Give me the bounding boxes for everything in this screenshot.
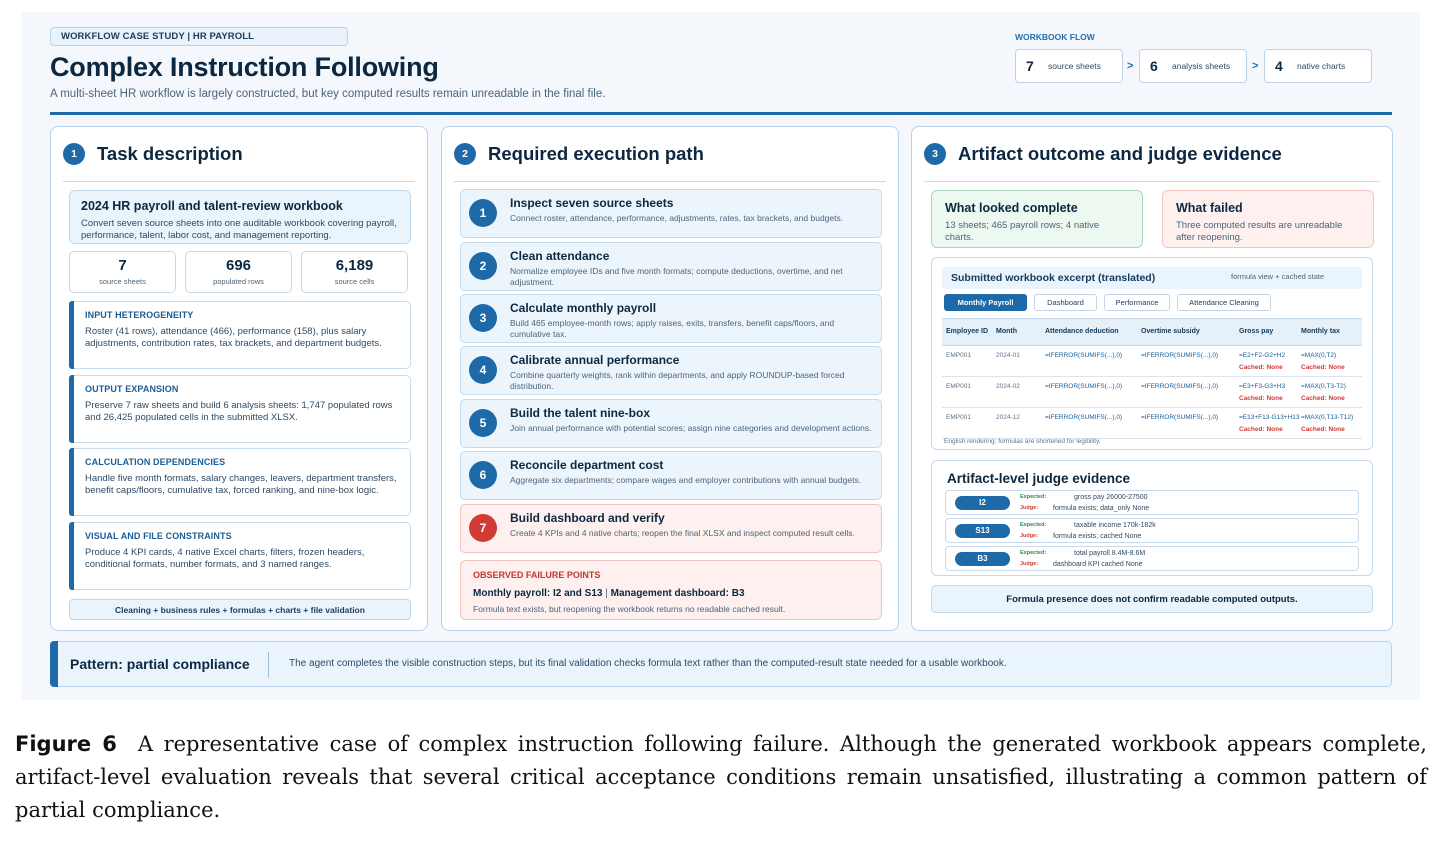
caption-label: Figure 6 [15, 732, 117, 756]
stat-label: populated rows [213, 277, 264, 286]
artifact-footer: Formula presence does not confirm readable computed outputs. [931, 585, 1373, 613]
column-header-cell: Employee ID [946, 328, 989, 335]
outcome-title: What failed [1176, 201, 1243, 215]
cell-tax-cached: Cached: None [1301, 364, 1345, 371]
flow-box-charts [1264, 49, 1372, 83]
step-desc: Aggregate six departments; compare wages and employer contributions with annual budgets. [510, 475, 862, 485]
judge-label: Judge: [1020, 505, 1039, 511]
cell-gross-formula: =E3+F3-G3+H3 [1239, 383, 1286, 390]
caption-text: A representative case of complex instruction following failure. Although the generated workbook appears complete, artifact-level evaluation reveals that several critical acceptance conditions remain unsatisfied, illustrating a common pattern of partial compliance. [15, 732, 1427, 822]
column-divider [63, 181, 415, 182]
step-desc: Create 4 KPIs and 4 native charts; reopen the final XLSX and inspect computed result cells. [510, 528, 855, 538]
execution-path-column [441, 126, 899, 631]
requirement-card [69, 375, 411, 443]
column-number-badge: 3 [924, 143, 946, 165]
stat-label: source sheets [99, 277, 146, 286]
requirement-desc: Roster (41 rows), attendance (466), performance (158), plus salary adjustments, contribution rates, tax brackets, and department budgets. [85, 326, 382, 349]
step-number: 7 [469, 514, 497, 542]
execution-step-failed [460, 504, 882, 553]
step-number: 1 [469, 199, 497, 227]
outcome-desc: Three computed results are unreadable after reopening. [1176, 220, 1343, 243]
failure-separator: | [605, 588, 608, 599]
judge-title: Artifact-level judge evidence [947, 471, 1131, 486]
figure-title: Complex Instruction Following [50, 52, 439, 82]
execution-step [460, 451, 882, 500]
figure-panel [22, 12, 1420, 700]
column-divider [454, 181, 886, 182]
cell-month: 2024-01 [996, 352, 1020, 359]
artifact-outcome-column [911, 126, 1393, 631]
failure-desc: Formula text exists, but reopening the workbook returns no readable cached result. [473, 604, 786, 614]
expected-value: gross pay 26000-27500 [1074, 494, 1148, 501]
stat-label: source cells [334, 277, 375, 286]
column-header [63, 143, 243, 165]
flow-count: 6 [1150, 58, 1158, 74]
step-number: 2 [469, 252, 497, 280]
column-header-cell: Overtime subsidy [1141, 328, 1200, 335]
column-header-cell: Monthly tax [1301, 328, 1340, 335]
cell-gross-formula: =E2+F2-G2+H2 [1239, 352, 1286, 359]
excerpt-title: Submitted workbook excerpt (translated) [951, 272, 1156, 284]
requirement-card [69, 448, 411, 516]
failure-points-card [460, 560, 882, 620]
column-header [924, 143, 1282, 165]
cell-ref-badge: S13 [955, 524, 1010, 538]
execution-step [460, 242, 882, 291]
workbook-excerpt [931, 257, 1373, 450]
step-desc: Connect roster, attendance, performance, adjustments, rates, tax brackets, and budgets. [510, 213, 844, 223]
column-number-badge: 2 [454, 143, 476, 165]
cell-ref-badge: I2 [955, 496, 1010, 510]
step-desc: Combine quarterly weights, rank within departments, and apply ROUNDUP-based forced distribution. [510, 370, 845, 391]
judge-row [945, 490, 1359, 515]
stat-value: 7 [118, 257, 127, 274]
execution-step [460, 399, 882, 448]
flow-text: native charts [1297, 61, 1346, 71]
column-title: Required execution path [488, 143, 704, 164]
pattern-desc: The agent completes the visible construction steps, but its final validation checks formula text rather than the computed-result state needed for a usable workbook. [289, 658, 1007, 669]
pattern-bar [50, 641, 1392, 687]
step-number: 4 [469, 356, 497, 384]
stat-card [69, 251, 176, 293]
step-desc: Join annual performance with potential scores; assign nine categories and development actions. [510, 423, 872, 433]
judge-value: dashboard KPI cached None [1053, 561, 1143, 568]
cell-tax-cached: Cached: None [1301, 395, 1345, 402]
flow-text: source sheets [1048, 61, 1101, 71]
column-header-cell: Month [996, 328, 1017, 335]
tab-dashboard[interactable]: Dashboard [1034, 294, 1097, 311]
cell-gross-cached: Cached: None [1239, 364, 1283, 371]
failure-cells [473, 588, 869, 599]
excerpt-header [942, 267, 1362, 289]
cell-overtime-formula: =IFERROR(SUMIFS(...),0) [1141, 383, 1219, 390]
tab-monthly-payroll[interactable]: Monthly Payroll [944, 294, 1027, 311]
excerpt-subtitle: formula view + cached state [1231, 272, 1325, 281]
execution-step [460, 346, 882, 395]
flow-separator: > [1252, 60, 1259, 72]
expected-value: taxable income 170k-182k [1074, 522, 1156, 529]
step-title: Build dashboard and verify [510, 511, 665, 525]
flow-text: analysis sheets [1172, 61, 1231, 71]
requirement-desc: Produce 4 KPI cards, 4 native Excel charts, filters, frozen headers, conditional formats, number formats, and 3 named ranges. [85, 547, 365, 570]
tab-attendance-cleaning[interactable]: Attendance Cleaning [1177, 294, 1271, 311]
flow-box-analysis [1139, 49, 1247, 83]
requirement-desc: Handle five month formats, salary changes, leavers, department transfers, benefit caps/floors, cumulative tax, forced ranking, and nine-box logic. [85, 473, 397, 496]
column-header-cell: Gross pay [1239, 328, 1274, 335]
expected-value: total payroll 8.4M-8.6M [1074, 550, 1146, 557]
column-header-cell: Attendance deduction [1045, 328, 1119, 335]
requirement-heading: CALCULATION DEPENDENCIES [85, 457, 226, 467]
cell-overtime-formula: =IFERROR(SUMIFS(...),0) [1141, 352, 1219, 359]
tab-performance[interactable]: Performance [1104, 294, 1170, 311]
cell-gross-formula: =E13+F13-G13+H13 [1239, 414, 1300, 421]
step-desc: Normalize employee IDs and five month formats; compute deductions, overtime, and net adjustment. [510, 266, 843, 287]
case-study-tag: WORKFLOW CASE STUDY | HR PAYROLL [50, 27, 348, 46]
cell-tax-formula: =MAX(0,T13-T12) [1301, 414, 1354, 421]
flow-count: 7 [1026, 58, 1034, 74]
cell-tax-cached: Cached: None [1301, 426, 1345, 433]
cell-deduction-formula: =IFERROR(SUMIFS(...),0) [1045, 414, 1123, 421]
cell-month: 2024-02 [996, 383, 1020, 390]
figure-subtitle: A multi-sheet HR workflow is largely constructed, but key computed results remain unreadable in the final file. [50, 88, 606, 100]
outcome-desc: 13 sheets; 465 payroll rows; 4 native charts. [945, 220, 1100, 243]
failure-payroll-cells: Monthly payroll: I2 and S13 [473, 588, 603, 599]
step-title: Inspect seven source sheets [510, 196, 674, 210]
stat-value: 6,189 [335, 257, 374, 274]
step-number: 6 [469, 461, 497, 489]
failure-dashboard-cells: Management dashboard: B3 [610, 588, 745, 599]
expected-label: Expected: [1020, 550, 1047, 556]
table-header-row [942, 318, 1362, 346]
cell-tax-formula: =MAX(0,T2) [1301, 352, 1337, 359]
step-title: Build the talent nine-box [510, 406, 650, 420]
step-title: Clean attendance [510, 249, 610, 263]
flow-separator: > [1127, 60, 1134, 72]
cell-tax-formula: =MAX(0,T3-T2) [1301, 383, 1346, 390]
cell-ref-badge: B3 [955, 552, 1010, 566]
pattern-divider [268, 652, 269, 678]
requirement-heading: VISUAL AND FILE CONSTRAINTS [85, 531, 232, 541]
column-divider [924, 181, 1380, 182]
expected-label: Expected: [1020, 494, 1047, 500]
pattern-title: Pattern: partial compliance [70, 656, 250, 672]
column-title: Task description [97, 143, 243, 164]
looked-complete-card [931, 190, 1143, 248]
workbook-flow-label: WORKBOOK FLOW [1015, 32, 1095, 42]
step-title: Reconcile department cost [510, 458, 664, 472]
requirement-card [69, 522, 411, 590]
expected-label: Expected: [1020, 522, 1047, 528]
step-number: 3 [469, 304, 497, 332]
stat-card [301, 251, 408, 293]
what-failed-card [1162, 190, 1374, 248]
judge-row [945, 546, 1359, 571]
cell-gross-cached: Cached: None [1239, 395, 1283, 402]
judge-row [945, 518, 1359, 543]
flow-box-source [1015, 49, 1123, 83]
table-row [942, 408, 1362, 439]
task-intro-title: 2024 HR payroll and talent-review workbook [81, 199, 343, 213]
column-title: Artifact outcome and judge evidence [958, 143, 1282, 164]
figure-caption [15, 728, 1427, 827]
task-intro-desc: Convert seven source sheets into one auditable workbook covering payroll, performance, talent, labor cost, and management reporting. [81, 218, 397, 241]
judge-label: Judge: [1020, 533, 1039, 539]
requirement-heading: INPUT HETEROGENEITY [85, 310, 194, 320]
task-footer: Cleaning + business rules + formulas + charts + file validation [69, 599, 411, 620]
failure-heading: OBSERVED FAILURE POINTS [473, 570, 601, 580]
judge-value: formula exists; cached None [1053, 533, 1142, 540]
column-header [454, 143, 704, 165]
table-row [942, 346, 1362, 377]
cell-gross-cached: Cached: None [1239, 426, 1283, 433]
cell-deduction-formula: =IFERROR(SUMIFS(...),0) [1045, 352, 1123, 359]
task-intro-card [69, 190, 411, 244]
step-number: 5 [469, 409, 497, 437]
requirement-desc: Preserve 7 raw sheets and build 6 analysis sheets: 1,747 populated rows and 26,425 populated cells in the submitted XLSX. [85, 400, 393, 423]
outcome-title: What looked complete [945, 201, 1078, 215]
excerpt-note: English rendering; formulas are shortened for legibility. [944, 438, 1101, 445]
execution-step [460, 294, 882, 343]
requirement-heading: OUTPUT EXPANSION [85, 384, 179, 394]
column-number-badge: 1 [63, 143, 85, 165]
cell-employee-id: EMP001 [946, 352, 971, 359]
task-description-column [50, 126, 428, 631]
stat-value: 696 [225, 257, 252, 274]
table-row [942, 377, 1362, 408]
cell-employee-id: EMP001 [946, 383, 971, 390]
cell-month: 2024-12 [996, 414, 1020, 421]
step-title: Calibrate annual performance [510, 353, 680, 367]
execution-step [460, 189, 882, 238]
requirement-card [69, 301, 411, 369]
judge-value: formula exists; data_only None [1053, 505, 1150, 512]
step-desc: Build 465 employee-month rows; apply raises, exits, transfers, benefit caps/floors, and cumulative tax. [510, 318, 835, 339]
cell-overtime-formula: =IFERROR(SUMIFS(...),0) [1141, 414, 1219, 421]
judge-label: Judge: [1020, 561, 1039, 567]
cell-deduction-formula: =IFERROR(SUMIFS(...),0) [1045, 383, 1123, 390]
judge-evidence-card [931, 460, 1373, 576]
step-title: Calculate monthly payroll [510, 301, 657, 315]
cell-employee-id: EMP001 [946, 414, 971, 421]
flow-count: 4 [1275, 58, 1283, 74]
stat-card [185, 251, 292, 293]
header-rule [50, 112, 1392, 115]
